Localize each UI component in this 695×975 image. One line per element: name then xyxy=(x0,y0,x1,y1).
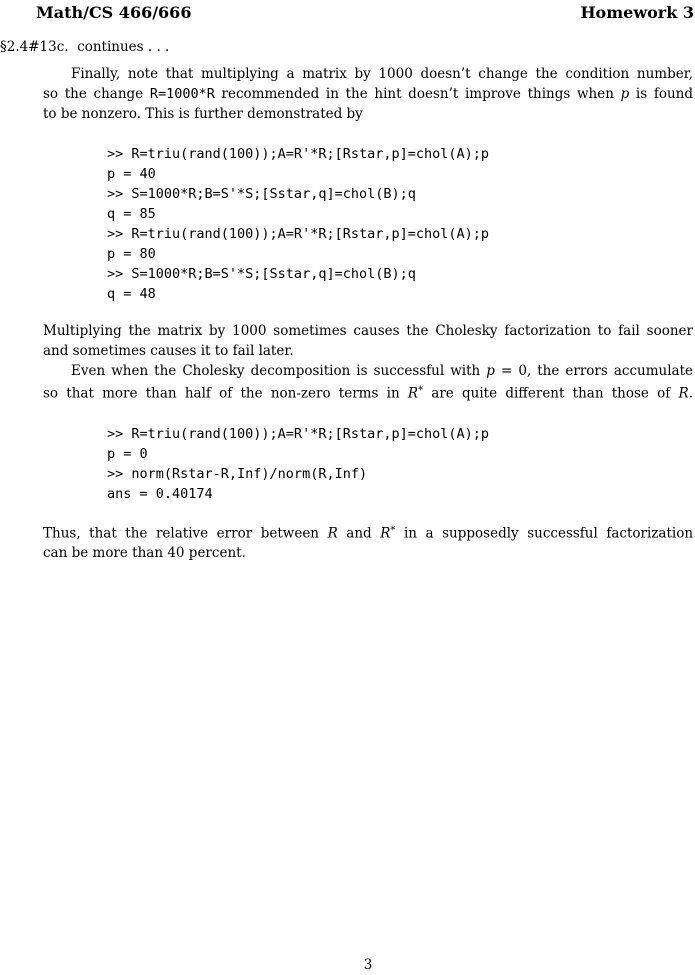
inline-code: R=1000*R xyxy=(149,86,215,102)
section-heading: §2.4#13c. continues . . . xyxy=(0,39,170,55)
text-run: recommended in the hint doesn’t improve things when xyxy=(214,86,621,102)
math-variable: R xyxy=(380,525,391,541)
header-course-label: Math/CS 466/666 xyxy=(36,3,192,22)
text-line xyxy=(43,543,693,563)
page-footer xyxy=(43,955,693,975)
code-line: q = 48 xyxy=(107,286,156,302)
text-run: are quite different than those of xyxy=(423,385,679,402)
text-line xyxy=(43,104,693,124)
math-variable: R xyxy=(327,525,338,541)
superscript-star: * xyxy=(418,385,424,396)
math-variable: R xyxy=(407,385,419,402)
text-run: so the change xyxy=(43,86,150,102)
math-variable: R xyxy=(678,385,689,402)
text-line xyxy=(43,381,693,404)
page-header xyxy=(36,3,694,23)
paragraph xyxy=(43,521,693,564)
text-line xyxy=(43,84,693,104)
text-run: Even when the Cholesky decomposition is successful with xyxy=(71,363,487,379)
text-run: Finally, note that multiplying a matrix by 1000 doesn’t change the condition number, xyxy=(71,66,693,82)
code-line: >> norm(Rstar-R,Inf)/norm(R,Inf) xyxy=(107,465,368,482)
math-variable: p xyxy=(620,86,630,102)
text-run: Multiplying the matrix by 1000 sometimes causes the Cholesky factorization to fail sooner xyxy=(43,323,693,339)
text-line xyxy=(43,521,693,544)
code-block xyxy=(107,144,693,304)
paragraph xyxy=(43,64,693,124)
paragraph xyxy=(43,361,693,404)
text-run: . xyxy=(688,385,693,402)
text-run: in a supposedly successful factorization xyxy=(395,525,694,541)
superscript-star: * xyxy=(390,524,396,536)
text-run: Thus, that the relative error between xyxy=(43,525,328,541)
paragraph xyxy=(43,321,693,361)
text-line xyxy=(43,64,693,84)
page-number: 3 xyxy=(363,957,373,973)
code-line: >> R=triu(rand(100));A=R'*R;[Rstar,p]=chol(A);p xyxy=(107,146,490,162)
text-run: to be nonzero. This is further demonstrated by xyxy=(43,106,363,122)
code-line: >> S=1000*R;B=S'*S;[Sstar,q]=chol(B);q xyxy=(107,186,416,202)
text-run: can be more than 40 percent. xyxy=(43,545,246,561)
code-line: >> S=1000*R;B=S'*S;[Sstar,q]=chol(B);q xyxy=(107,266,416,282)
text-run: so that more than half of the non-zero terms in xyxy=(43,385,408,402)
text-run: and sometimes causes it to fail later. xyxy=(43,343,294,359)
math-variable: p xyxy=(486,363,495,379)
text-line xyxy=(43,361,693,381)
code-line: p = 0 xyxy=(107,445,148,462)
text-run: and xyxy=(337,525,381,541)
document-body xyxy=(43,64,693,563)
code-line: ans = 0.40174 xyxy=(107,485,213,502)
text-line xyxy=(43,321,693,341)
text-line xyxy=(43,341,693,361)
code-block xyxy=(107,424,693,504)
text-run: is found xyxy=(629,86,694,102)
code-line: q = 85 xyxy=(107,206,156,222)
code-line: >> R=triu(rand(100));A=R'*R;[Rstar,p]=chol(A);p xyxy=(107,226,490,242)
code-line: p = 40 xyxy=(107,166,156,182)
text-run: = 0, the errors accumulate xyxy=(494,363,693,379)
header-title: Homework 3 xyxy=(580,3,694,22)
code-line: p = 80 xyxy=(107,246,156,262)
code-line: >> R=triu(rand(100));A=R'*R;[Rstar,p]=chol(A);p xyxy=(107,425,490,442)
